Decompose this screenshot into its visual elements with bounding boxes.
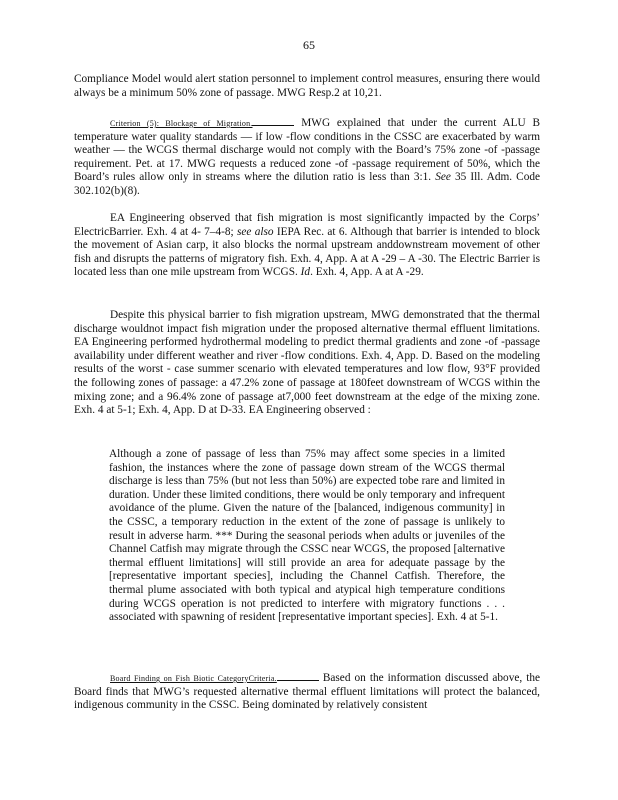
paragraph-board-finding	[74, 671, 540, 713]
paragraph-text: MWG explained that under the current ALU B temperature water quality standards — if low -flow conditions in the CSSC are exacerbated by warm weather — the WCGS thermal discharge would not comply with the Board’s 75% zone -of -passage requirement. Pet. at 17. MWG requests a reduced zone -of -passage requirement of 50%, which the Board’s rules allow only in streams where the dilution ratio is less than 3:1.	[74, 117, 540, 184]
block-quote	[109, 448, 505, 625]
citation: 35 Ill. Adm. Code 302.102(b)(8).	[74, 171, 541, 197]
paragraph-ea-engineering	[74, 212, 540, 280]
paragraph-despite-barrier	[74, 309, 540, 418]
signal-word: see also	[236, 225, 274, 238]
section-heading: Criterion (5): Blockage of Migration.	[110, 119, 253, 128]
paragraph-text: Based on the information discussed above, the Board finds that MWG’s requested alternative thermal effluent limitations will protect the balanced, indigenous community in the CSSC. Being dominated by relatively consistent	[74, 672, 541, 712]
signal-word: See	[435, 171, 451, 184]
paragraph-text: EA Engineering observed that fish migration is most significantly impacted by the Corps’ ElectricBarrier. Exh. 4 at 4- 7–4-8;	[74, 212, 540, 238]
id-citation: Id	[300, 266, 311, 279]
paragraph-text: Despite this physical barrier to fish migration upstream, MWG demonstrated that the thermal discharge wouldnot impact fish migration under the proposed alternative thermal effluent limitations. EA Engineering performed hydrothermal modeling to predict thermal gradients and zone -of -passage availability under different weather and river -flow conditions. Exh. 4, App. D. Based on the modeling results of the worst - case summer scenario with elevated temperatures and low flow, 93°F provided the following zones of passage: a 47.2% zone of passage at 180feet downstream of WCGS within the mixing zone; and a 96.4% zone of passage at7,000 feet downstream at the edge of the mixing zone. Exh. 4 at 5-1; Exh. 4, App. D at D-33. EA Engineering observed :	[74, 309, 540, 417]
quote-text: Although a zone of passage of less than 75% may affect some species in a limited fashion, the instances where the zone of passage down stream of the WCGS thermal discharge is less than 75% (but not less than 50%) are expected tobe rare and limited in duration. Under these limited conditions, there would be only temporary and infrequent avoidance of the plume. Given the nature of the [balanced, indigenous community] in the CSSC, a temporary reduction in the extent of the zone of passage is unlikely to result in adverse harm. *** During the seasonal periods when adults or juveniles of the Channel Catfish may migrate through the CSSC near WCGS, the proposed [alternative thermal effluent limitations] will still provide an area for adequate passage by the [representative important species], including the Channel Catfish. Therefore, the thermal plume associated with both typical and atypical high temperature conditions during WCGS operation is not predicted to interfere with migratory functions . . . associated with spawning of resident [representative important species]. Exh. 4 at 5-1.	[109, 448, 505, 624]
paragraph-text-cont: IEPA Rec. at 6. Although that barrier is intended to block the movement of Asian carp, it also blocks the normal upstream anddownstream movement of other fish and disrupts the patterns of migratory fish. Exh. 4, App. A at A -29 – A -30. The Electric Barrier is located less than one mile upstream from WCGS.	[74, 225, 540, 279]
section-heading: Board Finding on Fish Biotic CategoryCriteria.	[110, 674, 277, 683]
paragraph-text: Compliance Model would alert station personnel to implement control measures, ensuring there would always be a minimum 50% zone of passage. MWG Resp.2 at 10,21.	[74, 73, 540, 99]
paragraph-compliance-model	[74, 73, 540, 100]
paragraph-criterion-5	[74, 116, 540, 199]
paragraph-text-end: . Exh. 4, App. A at A -29.	[310, 266, 424, 279]
page-number: 65	[303, 38, 315, 52]
